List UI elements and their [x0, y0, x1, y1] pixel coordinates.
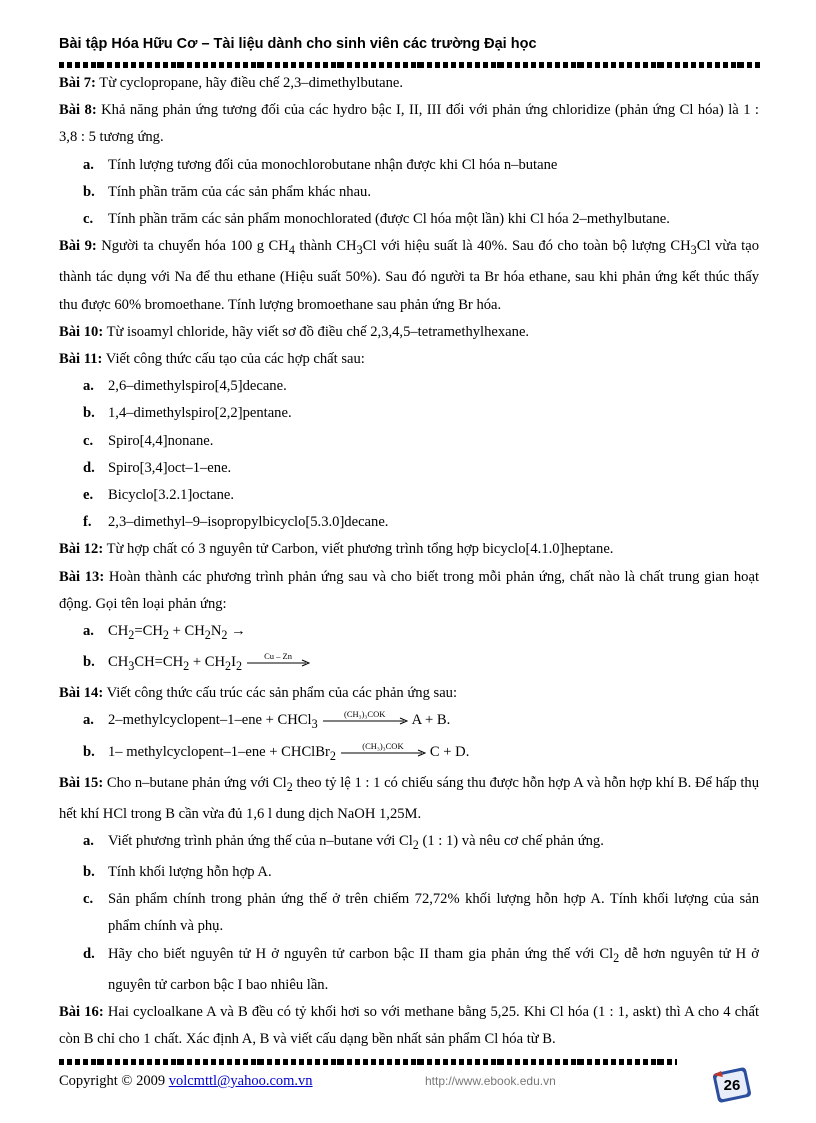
formula-text: + CH [168, 622, 205, 639]
exercise-16 [59, 999, 759, 1053]
subscript: 2 [412, 837, 419, 852]
exercise-12 [59, 536, 759, 563]
exercise-14-item-a [59, 707, 759, 738]
exercise-15-item-b [59, 859, 759, 886]
exercise-text: Từ cyclopropane, hãy điều chế 2,3–dimethylbutane. [95, 75, 404, 91]
email-link[interactable]: volcmttl@yahoo.com.vn [168, 1073, 313, 1089]
divider-dot [417, 1059, 421, 1065]
item-text: Hãy cho biết nguyên tử H ở nguyên tử carbon bậc II tham gia phản ứng thế với Cl [108, 945, 614, 962]
subscript: 2 [162, 627, 169, 642]
exercise-15-item-c [59, 886, 759, 940]
subscript: 2 [286, 779, 293, 794]
subscript: 2 [329, 748, 336, 763]
item-label: a. [83, 378, 94, 395]
item-text: (1 : 1) và nêu cơ chế phản ứng. [418, 832, 604, 849]
subscript: 2 [235, 658, 243, 673]
exercise-8-item-b [59, 179, 759, 206]
item-text: Tính lượng tương đối của monochlorobutane nhận được khi Cl hóa n–butane [108, 156, 558, 173]
exercise-text: Cho n–butane phản ứng với Cl [103, 774, 287, 791]
formula-text: A + B. [411, 712, 451, 729]
exercise-14-item-b [59, 739, 759, 770]
item-label: d. [83, 945, 95, 962]
copyright-text: Copyright © 2009 [59, 1073, 169, 1089]
document-body [59, 70, 759, 1053]
exercise-text: Hai cycloalkane A và B đều có tỷ khối hơi so với methane bằng 5,25. Khi Cl hóa (1 : 1, askt) thì A cho 4 chất còn B chỉ cho 1 chất. Xác định A, B và viết cấu dạng bền nhất sản phẩm Cl hóa từ B. [59, 1003, 760, 1048]
item-text: Bicyclo[3.2.1]octane. [108, 486, 235, 503]
divider-dot [257, 1059, 261, 1065]
exercise-text: Khả năng phản ứng tương đối của các hydro bậc I, II, III đối với phản ứng chloridize (phản ứng Cl hóa) là 1 : 3,8 : 5 tương ứng. [59, 102, 759, 146]
exercise-label: Bài 8: [59, 102, 97, 119]
item-label: b. [83, 654, 95, 671]
item-label: b. [83, 183, 95, 200]
exercise-11-item-c [59, 428, 759, 455]
header-divider [59, 62, 762, 68]
formula-text: CH [108, 654, 129, 671]
exercise-11-item-b [59, 400, 759, 427]
exercise-8-item-a [59, 152, 759, 179]
exercise-text: Từ isoamyl chloride, hãy viết sơ đồ điều chế 2,3,4,5–tetramethylhexane. [103, 323, 530, 340]
exercise-13-item-a [59, 618, 759, 649]
divider-dot [577, 62, 581, 68]
footer-divider [59, 1059, 677, 1065]
exercise-7 [59, 70, 759, 97]
exercise-label: Bài 10: [59, 323, 104, 340]
item-text: 2,6–dimethylspiro[4,5]decane. [108, 378, 287, 395]
item-text: Tính phần trăm các sản phẩm monochlorated (được Cl hóa một lần) khi Cl hóa 2–methylbutane. [108, 211, 670, 228]
exercise-text: Cl vừa tạo thành tác dụng với Na để thu ethane (Hiệu suất 50%). Sau đó người ta Br hóa ethane, sau khi phản ứng kết thúc thấy thu được 60% bromoethane. Tính lượng bromoethane sau phản ứng Br hóa. [59, 238, 760, 313]
subscript: 2 [225, 658, 232, 673]
exercise-label: Bài 9: [59, 238, 97, 255]
item-text: Viết phương trình phản ứng thế của n–butane với Cl [108, 832, 413, 849]
exercise-text: theo tỷ lệ 1 : 1 có chiếu sáng thu được hỗn hợp A và hỗn hợp khí B. Để hấp thụ hết khí HCl trong B cần vừa đủ 1,6 l dung dịch NaOH 1,25M. [59, 774, 759, 822]
divider-dot [257, 62, 261, 68]
subscript: 3 [128, 658, 135, 673]
item-text: dễ hơn nguyên tử H ở nguyên tử carbon bậc I bao nhiêu lần. [108, 945, 759, 993]
item-text: 1,4–dimethylspiro[2,2]pentane. [108, 405, 292, 422]
formula-text: I [231, 654, 236, 671]
exercise-label: Bài 15: [59, 774, 104, 791]
exercise-text: thành CH [294, 238, 357, 255]
reaction-arrow [340, 740, 426, 756]
exercise-text: Hoàn thành các phương trình phản ứng sau và cho biết trong mỗi phản ứng, chất nào là chất trung gian hoạt động. Gọi tên loại phản ứng: [59, 568, 759, 612]
formula-text: =CH [134, 622, 163, 639]
website-url: http://www.ebook.edu.vn [425, 1074, 556, 1088]
divider-dot [337, 1059, 341, 1065]
item-label: a. [83, 712, 94, 729]
exercise-text: Viết công thức cấu tạo của các hợp chất sau: [102, 350, 365, 367]
exercise-13 [59, 564, 759, 618]
item-label: c. [83, 432, 94, 449]
item-label: d. [83, 459, 95, 476]
divider-dot [417, 62, 421, 68]
divider-dot [337, 62, 341, 68]
subscript: 2 [128, 627, 135, 642]
exercise-text: Cl với hiệu suất là 40%. Sau đó cho toàn bộ lượng CH [362, 238, 691, 255]
subscript: 3 [311, 717, 318, 732]
arrow-icon [340, 749, 426, 757]
reaction-condition: Cu – Zn [264, 651, 292, 662]
item-text: Tính khối lượng hỗn hợp A. [108, 864, 272, 881]
copyright [59, 1073, 313, 1090]
subscript: 3 [356, 243, 363, 258]
exercise-13-item-b [59, 649, 759, 680]
formula-text: + CH [189, 654, 226, 671]
exercise-text: Người ta chuyển hóa 100 g CH [96, 238, 289, 255]
exercise-9 [59, 233, 759, 319]
exercise-label: Bài 11: [59, 350, 103, 367]
divider-dot [177, 62, 181, 68]
formula-text: C + D. [429, 743, 470, 760]
divider-dot [657, 62, 661, 68]
divider-dot [497, 1059, 501, 1065]
exercise-label: Bài 12: [59, 541, 104, 558]
item-label: a. [83, 622, 94, 639]
subscript: 3 [690, 243, 697, 258]
divider-dot [97, 1059, 101, 1065]
page-number: 26 [723, 1077, 741, 1094]
formula-text: CH=CH [134, 654, 184, 671]
item-text: 2,3–dimethyl–9–isopropylbicyclo[5.3.0]decane. [108, 514, 389, 531]
reaction-condition: (CH₃)₃COK [344, 709, 386, 720]
arrow-icon [322, 717, 408, 725]
exercise-11-item-d [59, 455, 759, 482]
item-label: f. [83, 514, 92, 531]
item-label: c. [83, 211, 94, 228]
item-label: b. [83, 743, 95, 760]
exercise-label: Bài 14: [59, 685, 104, 702]
exercise-11 [59, 346, 759, 373]
page-footer [59, 1073, 759, 1103]
reaction-arrow [246, 651, 310, 666]
item-label: b. [83, 405, 95, 422]
exercise-11-item-a [59, 373, 759, 400]
divider-dot [657, 1059, 661, 1065]
exercise-11-item-f [59, 509, 759, 536]
exercise-8-item-c [59, 206, 759, 233]
divider-dot [97, 62, 101, 68]
divider-dot [497, 62, 501, 68]
formula-text: 2–methylcyclopent–1–ene + CHCl [108, 712, 312, 729]
subscript: 2 [613, 950, 620, 965]
exercise-8 [59, 97, 759, 151]
formula-text: CH [108, 622, 129, 639]
header-title: Bài tập Hóa Hữu Cơ – Tài liệu dành cho sinh viên các trường Đại học [59, 36, 537, 52]
item-text: Sản phẩm chính trong phản ứng thế ở trên chiếm 72,72% khối lượng hỗn hợp A. Tính khối lượng của sản phẩm chính và phụ. [108, 891, 759, 935]
formula-text: N [210, 622, 222, 639]
item-label: a. [83, 156, 94, 173]
exercise-text: Viết công thức cấu trúc các sản phẩm của các phản ứng sau: [103, 685, 458, 702]
formula-text: → [227, 622, 246, 639]
exercise-15 [59, 770, 759, 828]
exercise-15-item-a [59, 828, 759, 859]
divider-dot [177, 1059, 181, 1065]
exercise-label: Bài 7: [59, 75, 96, 91]
subscript: 2 [221, 627, 228, 642]
subscript: 2 [204, 627, 211, 642]
subscript: 4 [288, 243, 295, 258]
item-text: Spiro[3,4]oct–1–ene. [108, 459, 232, 476]
reaction-condition: (CH₃)₃COK [362, 740, 404, 751]
item-label: e. [83, 486, 94, 503]
item-label: a. [83, 832, 94, 849]
reaction-arrow [322, 709, 408, 724]
page-header [59, 36, 759, 52]
item-label: c. [83, 891, 94, 908]
exercise-label: Bài 13: [59, 568, 105, 585]
exercise-14 [59, 680, 759, 707]
divider-dot [737, 62, 741, 68]
item-label: b. [83, 864, 95, 881]
item-text: Spiro[4,4]nonane. [108, 432, 214, 449]
item-text: Tính phần trăm của các sản phẩm khác nhau. [108, 183, 371, 200]
formula-text: 1– methylcyclopent–1–ene + CHClBr [108, 743, 330, 760]
exercise-label: Bài 16: [59, 1003, 104, 1020]
arrow-icon [246, 659, 310, 667]
subscript: 2 [183, 658, 190, 673]
exercise-11-item-e [59, 482, 759, 509]
exercise-text: Từ hợp chất có 3 nguyên tử Carbon, viết phương trình tổng hợp bicyclo[4.1.0]heptane. [103, 541, 614, 558]
divider-dot [577, 1059, 581, 1065]
exercise-15-item-d [59, 941, 759, 999]
exercise-10 [59, 319, 759, 346]
